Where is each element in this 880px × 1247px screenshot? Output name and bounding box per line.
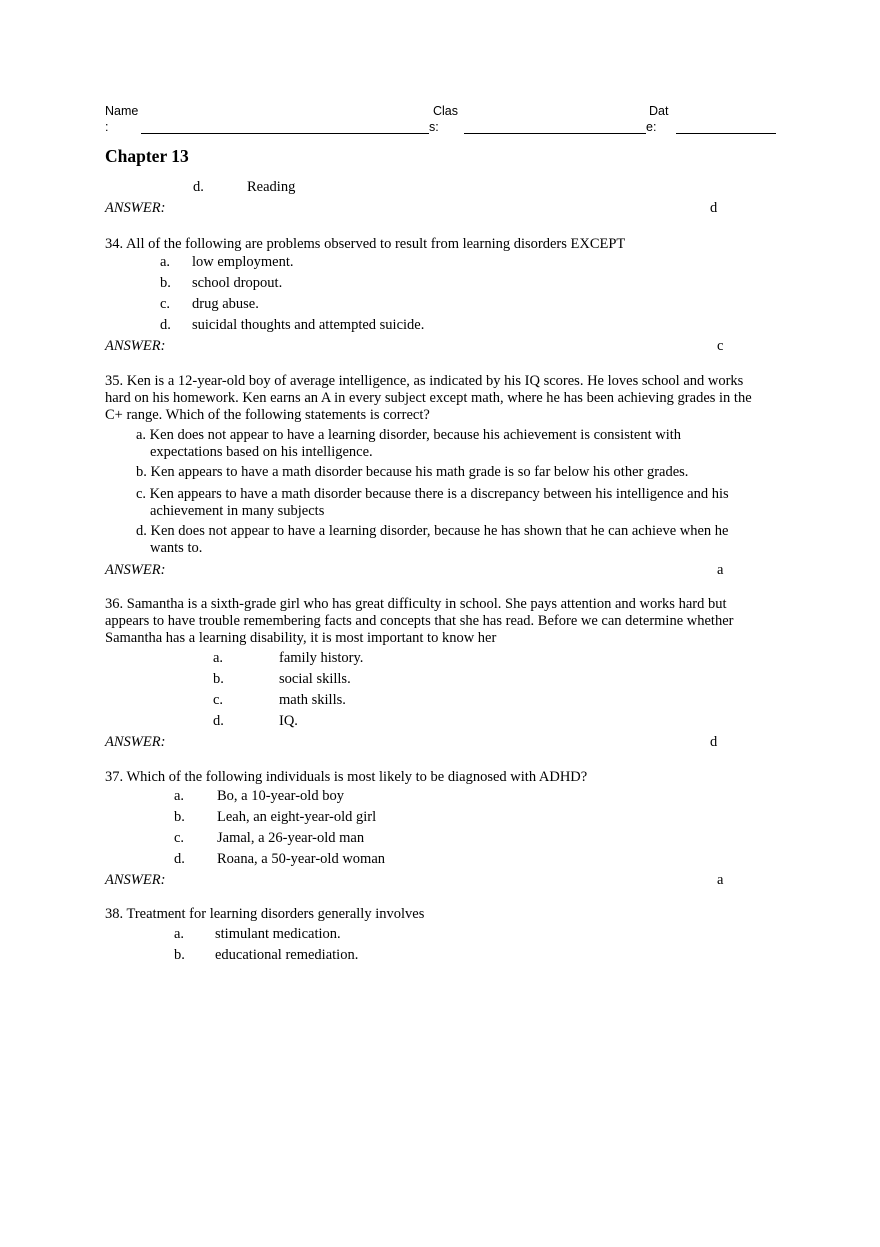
name-field-line[interactable] bbox=[141, 133, 429, 134]
question-stem-line: 36. Samantha is a sixth-grade girl who has great difficulty in school. She pays attention and works hard but bbox=[105, 596, 727, 612]
option-text: Bo, a 10-year-old boy bbox=[217, 788, 344, 804]
answer-label: ANSWER: bbox=[105, 200, 166, 216]
option-text: Roana, a 50-year-old woman bbox=[217, 851, 386, 867]
option-letter: b. bbox=[213, 671, 224, 687]
option-text: educational remediation. bbox=[215, 947, 359, 963]
date-field-line[interactable] bbox=[676, 133, 776, 134]
option-text: drug abuse. bbox=[192, 296, 259, 312]
option-letter: d. bbox=[160, 317, 171, 333]
option-text: math skills. bbox=[279, 692, 346, 708]
question-stem-line: C+ range. Which of the following statements is correct? bbox=[105, 407, 430, 423]
name-label-colon: : bbox=[105, 120, 109, 134]
option-letter: b. bbox=[174, 947, 185, 963]
option-text: suicidal thoughts and attempted suicide. bbox=[192, 317, 425, 333]
answer-label: ANSWER: bbox=[105, 338, 166, 354]
option-letter: c. bbox=[213, 692, 224, 708]
option-text: Jamal, a 26-year-old man bbox=[217, 830, 365, 846]
question-stem: 38. Treatment for learning disorders generally involves bbox=[105, 906, 425, 922]
option-text: school dropout. bbox=[192, 275, 283, 291]
option-letter: b. bbox=[174, 809, 185, 825]
option-letter: a. bbox=[174, 788, 185, 804]
option-letter: c. bbox=[174, 830, 185, 846]
answer-value: d bbox=[710, 734, 718, 750]
question-stem-line: appears to have trouble remembering facts and concepts that she has read. Before we can determine whether bbox=[105, 613, 734, 629]
answer-value: d bbox=[710, 200, 718, 216]
option-letter: a. bbox=[174, 926, 185, 942]
option-line: expectations based on his intelligence. bbox=[150, 444, 373, 460]
answer-value: c bbox=[717, 338, 724, 354]
answer-value: a bbox=[717, 872, 724, 888]
option-line: wants to. bbox=[150, 540, 203, 556]
answer-label: ANSWER: bbox=[105, 872, 166, 888]
option-line: achievement in many subjects bbox=[150, 503, 325, 519]
date-label-colon: e: bbox=[646, 120, 657, 134]
option-letter: c. bbox=[160, 296, 171, 312]
class-field-line[interactable] bbox=[464, 133, 646, 134]
option-letter: a. bbox=[160, 254, 171, 270]
question-stem-line: hard on his homework. Ken earns an A in every subject except math, where he has been achieving grades in the bbox=[105, 390, 752, 406]
option-letter: a. bbox=[213, 650, 224, 666]
option-line: b. Ken appears to have a math disorder because his math grade is so far below his other grades. bbox=[136, 464, 689, 480]
option-line: d. Ken does not appear to have a learning disorder, because he has shown that he can achieve when he bbox=[136, 523, 729, 539]
class-label: Clas bbox=[433, 104, 459, 118]
question-stem-line: Samantha has a learning disability, it is most important to know her bbox=[105, 630, 497, 646]
date-label: Dat bbox=[649, 104, 669, 118]
option-text: Reading bbox=[247, 179, 296, 195]
answer-label: ANSWER: bbox=[105, 562, 166, 578]
option-letter: d. bbox=[213, 713, 224, 729]
option-line: a. Ken does not appear to have a learning disorder, because his achievement is consistent with bbox=[136, 427, 682, 443]
chapter-title: Chapter 13 bbox=[105, 146, 189, 166]
question-stem: 37. Which of the following individuals is most likely to be diagnosed with ADHD? bbox=[105, 769, 588, 785]
option-text: IQ. bbox=[279, 713, 298, 729]
option-text: social skills. bbox=[279, 671, 351, 687]
option-text: Leah, an eight-year-old girl bbox=[217, 809, 377, 825]
option-letter: d. bbox=[174, 851, 185, 867]
option-text: stimulant medication. bbox=[215, 926, 341, 942]
option-text: low employment. bbox=[192, 254, 294, 270]
question-stem: 34. All of the following are problems observed to result from learning disorders EXCEPT bbox=[105, 236, 626, 252]
answer-label: ANSWER: bbox=[105, 734, 166, 750]
class-label-colon: s: bbox=[429, 120, 439, 134]
option-letter: b. bbox=[160, 275, 171, 291]
name-label: Name bbox=[105, 104, 139, 118]
question-stem-line: 35. Ken is a 12-year-old boy of average intelligence, as indicated by his IQ scores. He loves school and works bbox=[105, 373, 744, 389]
option-line: c. Ken appears to have a math disorder because there is a discrepancy between his intelligence and his bbox=[136, 486, 729, 502]
answer-value: a bbox=[717, 562, 724, 578]
option-text: family history. bbox=[279, 650, 364, 666]
option-letter: d. bbox=[193, 179, 204, 195]
